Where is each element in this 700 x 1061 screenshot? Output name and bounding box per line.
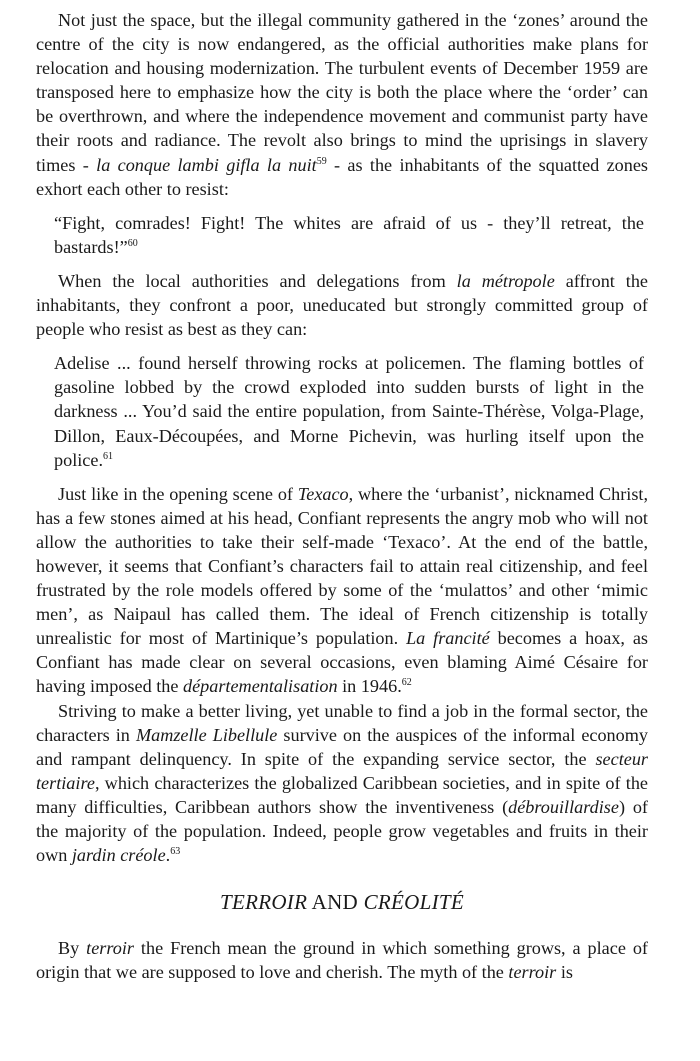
creole-phrase: la conque lambi gifla la nuit — [96, 154, 317, 175]
footnote-ref-60: 60 — [127, 237, 138, 249]
footnote-ref-59: 59 — [316, 155, 327, 167]
paragraph-striving: Striving to make a better living, yet unable to find a job in the formal sector, the characters in Mamzelle Libellule survive on the auspices of the informal economy and rampant delinquency. In spite of the expanding service sector, the secteur tertiaire, which characterizes the globalized Caribbean societies, and in spite of the many difficulties, Caribbean authors show the inventiveness (débrouillardise) of the majority of the population. Indeed, people grow vegetables and fruits in their own jardin créole.$^{63}$ — [36, 700, 648, 866]
block-quote-adelise: Adelise ... found herself throwing rocks at policemen. The flaming bottles of gasoline lobbed by the crowd exploded into sudden bursts of light in the darkness ... You’d said the entire population, from Sainte-Thérèse, Volga-Plage, Dillon, Eaux-Découpées, and Morne Pichevin, was hurling itself upon the police.$^{61}$ — [54, 353, 644, 470]
paragraph-authorities: When the local authorities and delegations from la métropole affront the inhabitants, they confront a poor, uneducated but strongly committed group of people who resist as best as they can: — [36, 270, 648, 340]
block-quote-fight: “Fight, comrades! Fight! The whites are afraid of us - they’ll retreat, the bastards!”$^{60}$ — [54, 212, 644, 257]
paragraph-terroir: By terroir the French mean the ground in which something grows, a place of origin that we are supposed to love and cherish. The myth of the terroir is — [36, 938, 648, 983]
document-page — [36, 8, 648, 984]
paragraph-city-zones: Not just the space, but the illegal community gathered in the ‘zones’ around the centre of the city is now endangered, as the official authorities make plans for relocation and housing modernization. The turbulent events of December 1959 are transposed here to emphasize how the city is both the place where the ‘order’ can be overthrown, and where the independence movement and communist party have their roots and radiance. The revolt also brings to mind the uprisings in slavery times - la conque lambi gifla la nuit$^{59}$ - as the inhabitants of the squatted zones exhort each other to resist: — [36, 10, 648, 199]
section-heading: TERROIR AND CRÉOLITÉ — [219, 890, 464, 915]
paragraph-texaco: Just like in the opening scene of Texaco, where the ‘urbanist’, nicknamed Christ, has a few stones aimed at his head, Confiant represents the angry mob who will not allow the authorities to take their self-made ‘Texaco’. At the end of the battle, however, it seems that Confiant’s characters fail to attain real citizenship, and feel frustrated by the role models offered by some of the ‘mulattos’ and other ‘mimic men’, as Naipaul has called them. The ideal of French citizenship is totally unrealistic for most of Martinique’s population. La francité becomes a hoax, as Confiant has made clear on several occasions, even blaming Aimé Césaire for having imposed the départementalisation in 1946.62 — [36, 483, 649, 697]
footnote-ref-61: 61 — [103, 450, 113, 462]
footnote-ref-63: 63 — [170, 846, 181, 858]
footnote-ref-62: 62 — [401, 677, 412, 689]
